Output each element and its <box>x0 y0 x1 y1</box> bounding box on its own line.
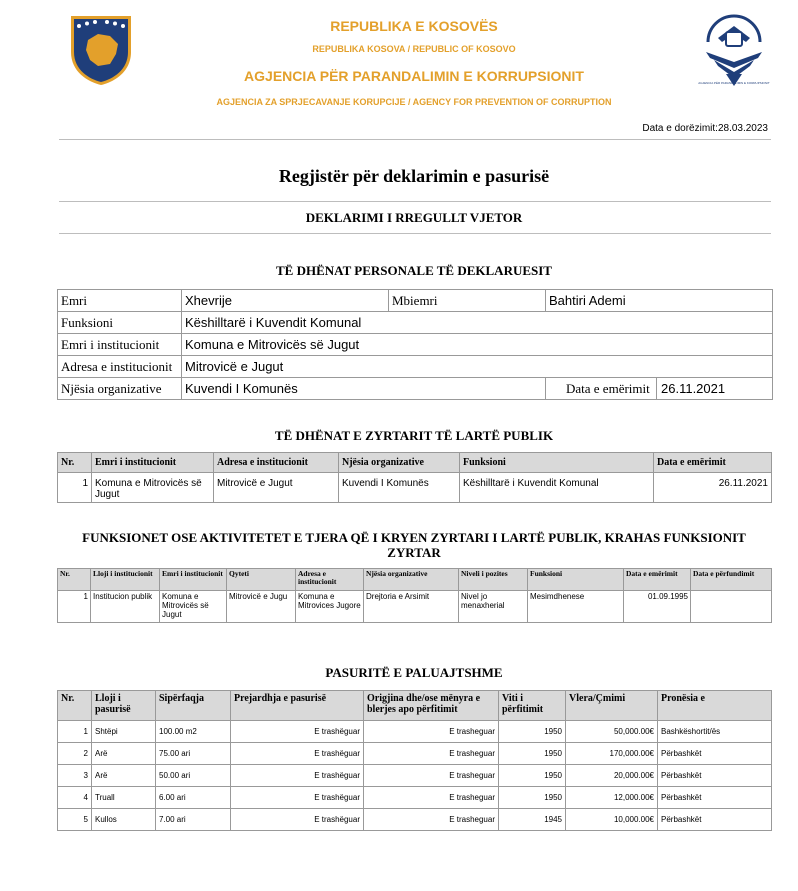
official-table <box>57 452 772 503</box>
cell: 12,000.00€ <box>566 787 658 809</box>
table-row <box>58 809 772 831</box>
col-header: Pronësia e <box>658 691 772 721</box>
cell: E trasheguar <box>364 721 499 743</box>
assets-table <box>57 690 772 831</box>
table-header-row <box>58 569 772 591</box>
table-row <box>58 473 772 503</box>
name-label: Emri <box>58 290 182 312</box>
col-header: Prejardhja e pasurisë <box>231 691 364 721</box>
cell: Komuna e Mitrovices Jugore <box>296 591 364 623</box>
cell: 1 <box>58 473 92 503</box>
col-header: Adresa e institucionit <box>214 453 339 473</box>
name-value: Xhevrije <box>182 290 389 312</box>
cell: Mitrovicë e Jugu <box>227 591 296 623</box>
col-header: Funksioni <box>460 453 654 473</box>
cell: 1 <box>58 721 92 743</box>
cell: Bashkëshortit/ës <box>658 721 772 743</box>
cell: E trasheguar <box>364 787 499 809</box>
institution-value: Komuna e Mitrovicës së Jugut <box>182 334 773 356</box>
cell: 6.00 ari <box>156 787 231 809</box>
divider <box>59 201 771 202</box>
cell: 10,000.00€ <box>566 809 658 831</box>
col-header: Emri i institucionit <box>160 569 227 591</box>
table-row <box>58 378 773 400</box>
cell: 1950 <box>499 721 566 743</box>
cell: 7.00 ari <box>156 809 231 831</box>
official-heading: TË DHËNAT E ZYRTARIT TË LARTË PUBLIK <box>274 428 554 443</box>
cell <box>691 591 772 623</box>
col-header: Sipërfaqja <box>156 691 231 721</box>
cell: E trashëguar <box>231 787 364 809</box>
divider <box>59 139 771 140</box>
cell: 75.00 ari <box>156 743 231 765</box>
appointment-value: 26.11.2021 <box>656 378 725 399</box>
cell: Arë <box>92 765 156 787</box>
col-header: Data e përfundimit <box>691 569 772 591</box>
cell: 5 <box>58 809 92 831</box>
table-row <box>58 765 772 787</box>
col-header: Lloji i pasurisë <box>92 691 156 721</box>
cell: Këshilltarë i Kuvendit Komunal <box>460 473 654 503</box>
cell: 1950 <box>499 743 566 765</box>
personal-table <box>57 289 773 400</box>
col-header: Lloji i institucionit <box>91 569 160 591</box>
cell: Kullos <box>92 809 156 831</box>
functions-heading: FUNKSIONET OSE AKTIVITETET E TJERA QË I KRYEN ZYRTARI I LARTË PUBLIK, KRAHAS FUNKSIONIT ZYRTAR <box>82 530 746 560</box>
personal-heading: TË DHËNAT PERSONALE TË DEKLARUESIT <box>276 263 552 278</box>
cell: E trashëguar <box>231 721 364 743</box>
cell: Drejtoria e Arsimit <box>364 591 459 623</box>
col-header: Vlera/Çmimi <box>566 691 658 721</box>
col-header: Nr. <box>58 569 91 591</box>
col-header: Data e emërimit <box>624 569 691 591</box>
col-header: Nr. <box>58 453 92 473</box>
surname-value: Bahtiri Ademi <box>546 290 773 312</box>
cell: 50.00 ari <box>156 765 231 787</box>
cell: Komuna e Mitrovicës së Jugut <box>92 473 214 503</box>
cell: 1950 <box>499 787 566 809</box>
divider <box>59 233 771 234</box>
col-header: Adresa e institucionit <box>296 569 364 591</box>
table-row <box>58 290 773 312</box>
col-header: Nr. <box>58 691 92 721</box>
table-row <box>58 743 772 765</box>
appointment-cell <box>546 378 773 400</box>
surname-label: Mbiemri <box>389 290 546 312</box>
table-row <box>58 312 773 334</box>
institution-label: Emri i institucionit <box>58 334 182 356</box>
cell: Arë <box>92 743 156 765</box>
header-line4: AGJENCIA ZA SPRJECAVANJE KORUPCIJE / AGENCY FOR PREVENTION OF CORRUPTION <box>216 97 612 107</box>
submission-date: Data e dorëzimit:28.03.2023 <box>642 123 768 134</box>
cell: Përbashkët <box>658 765 772 787</box>
cell: 26.11.2021 <box>654 473 772 503</box>
col-header: Qyteti <box>227 569 296 591</box>
cell: Shtëpi <box>92 721 156 743</box>
cell: Përbashkët <box>658 809 772 831</box>
cell: 20,000.00€ <box>566 765 658 787</box>
table-row <box>58 787 772 809</box>
cell: 1945 <box>499 809 566 831</box>
header-line3: AGJENCIA PËR PARANDALIMIN E KORRUPSIONIT <box>244 68 584 84</box>
col-header: Niveli i pozites <box>459 569 528 591</box>
cell: Mesimdhenese <box>528 591 624 623</box>
cell: E trashëguar <box>231 765 364 787</box>
table-row <box>58 356 773 378</box>
function-value: Këshilltarë i Kuvendit Komunal <box>182 312 773 334</box>
col-header: Viti i përfitimit <box>499 691 566 721</box>
cell: 170,000.00€ <box>566 743 658 765</box>
cell: 50,000.00€ <box>566 721 658 743</box>
address-label: Adresa e institucionit <box>58 356 182 378</box>
appointment-label: Data e emërimit <box>566 381 650 396</box>
table-header-row <box>58 691 772 721</box>
cell: E trasheguar <box>364 809 499 831</box>
assets-heading: PASURITË E PALUAJTSHME <box>325 665 503 680</box>
table-row <box>58 591 772 623</box>
functions-table <box>57 568 772 623</box>
page-subtitle: DEKLARIMI I RREGULLT VJETOR <box>305 210 523 225</box>
cell: E trasheguar <box>364 743 499 765</box>
cell: Mitrovicë e Jugut <box>214 473 339 503</box>
cell: Truall <box>92 787 156 809</box>
col-header: Njësia organizative <box>364 569 459 591</box>
page-title: Regjistër për deklarimin e pasurisë <box>278 166 550 186</box>
col-header: Funksioni <box>528 569 624 591</box>
cell: 4 <box>58 787 92 809</box>
table-header-row <box>58 453 772 473</box>
cell: 2 <box>58 743 92 765</box>
col-header: Data e emërimit <box>654 453 772 473</box>
table-row <box>58 334 773 356</box>
cell: Komuna e Mitrovicës së Jugut <box>160 591 227 623</box>
cell: 1950 <box>499 765 566 787</box>
unit-label: Njësia organizative <box>58 378 182 400</box>
cell: Institucion publik <box>91 591 160 623</box>
cell: Nivel jo menaxherial <box>459 591 528 623</box>
address-value: Mitrovicë e Jugut <box>182 356 773 378</box>
header-line2: REPUBLIKA KOSOVA / REPUBLIC OF KOSOVO <box>312 44 516 54</box>
cell: 1 <box>58 591 91 623</box>
cell: Kuvendi I Komunës <box>339 473 460 503</box>
col-header: Origjina dhe/ose mënyra e blerjes apo përfitimit <box>364 691 499 721</box>
cell: E trashëguar <box>231 809 364 831</box>
function-label: Funksioni <box>58 312 182 334</box>
cell: E trashëguar <box>231 743 364 765</box>
cell: E trasheguar <box>364 765 499 787</box>
header-line1: REPUBLIKA E KOSOVËS <box>330 18 498 34</box>
cell: 01.09.1995 <box>624 591 691 623</box>
agency-logo-ring-text: AGJENCIA PËR PARANDALIMIN E KORRUPSIONIT <box>698 81 770 85</box>
cell: Përbashkët <box>658 787 772 809</box>
col-header: Njësia organizative <box>339 453 460 473</box>
cell: 3 <box>58 765 92 787</box>
cell: Përbashkët <box>658 743 772 765</box>
unit-value: Kuvendi I Komunës <box>182 378 546 400</box>
col-header: Emri i institucionit <box>92 453 214 473</box>
table-row <box>58 721 772 743</box>
cell: 100.00 m2 <box>156 721 231 743</box>
